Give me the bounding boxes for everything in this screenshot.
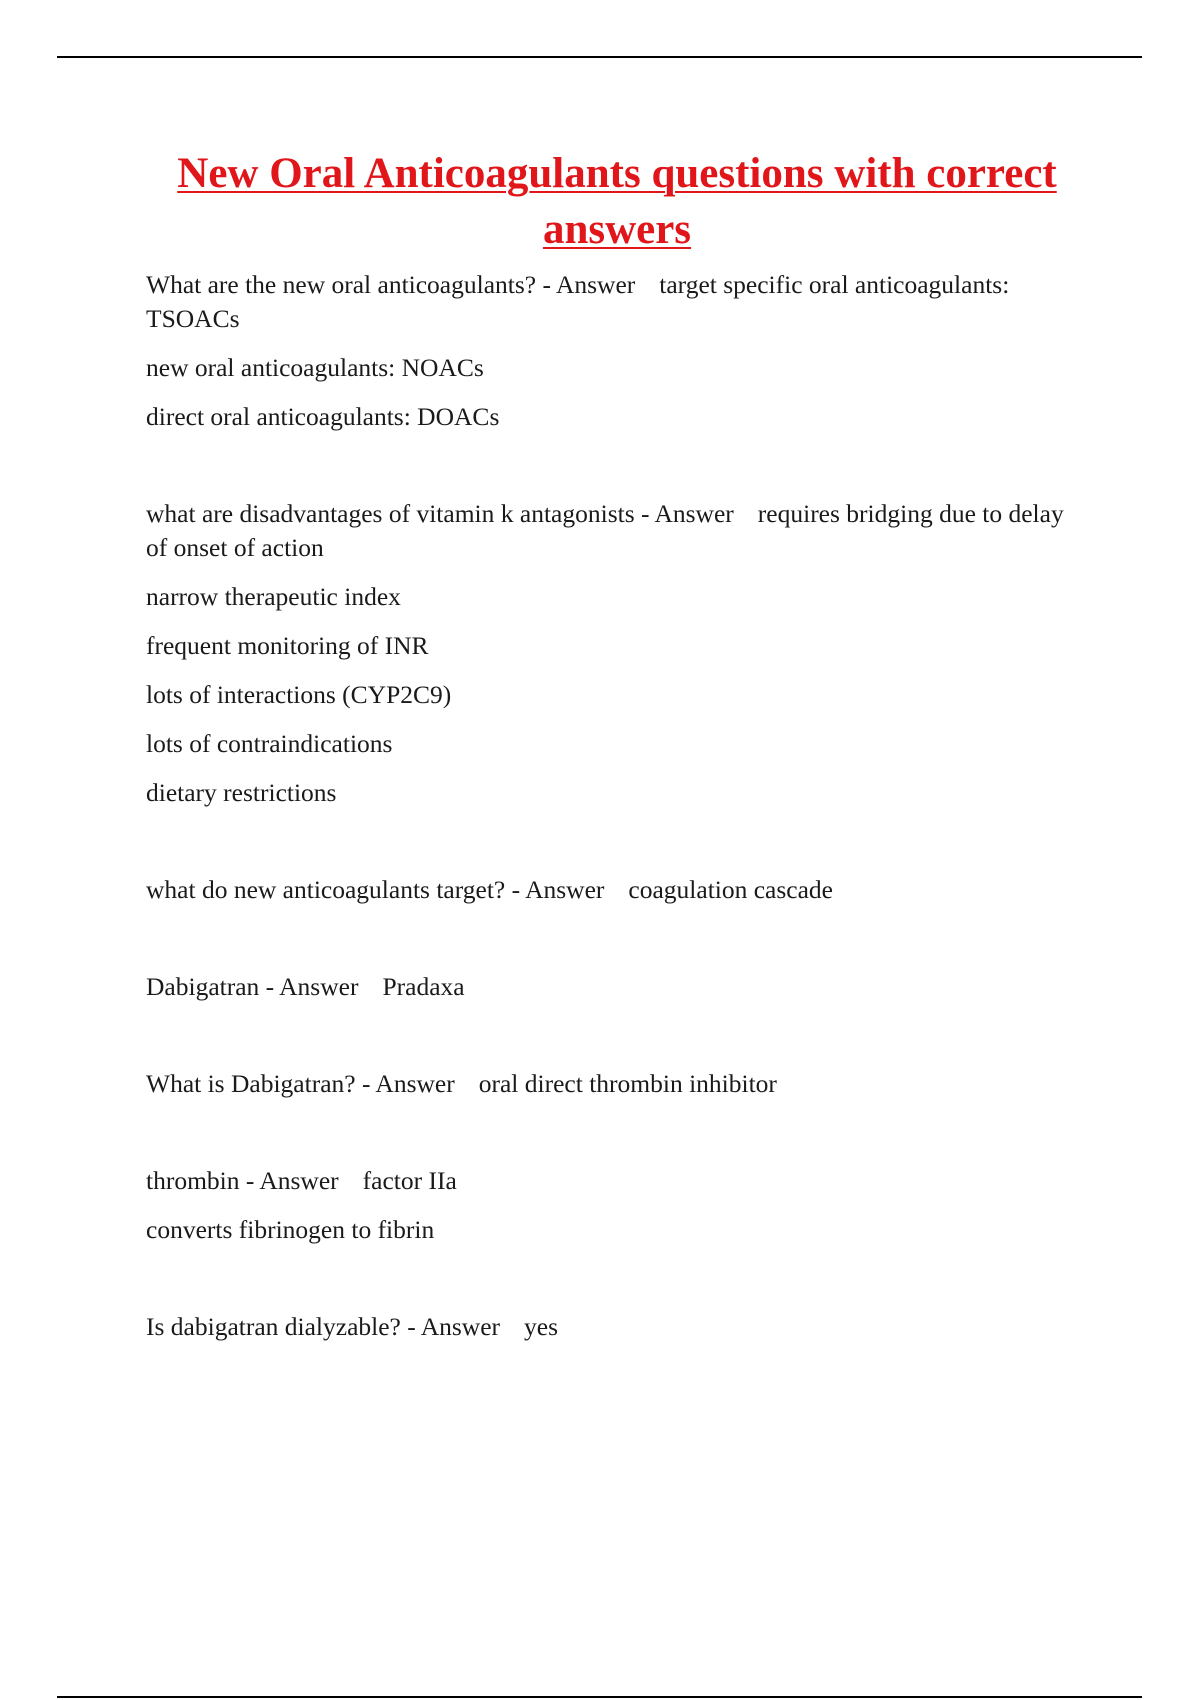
answer-label: Answer <box>420 1312 501 1341</box>
answer-label: Answer <box>279 972 359 1001</box>
answer-text: oral direct thrombin inhibitor <box>478 1069 777 1098</box>
top-rule <box>57 56 1142 58</box>
question-text: Is dabigatran dialyzable? - <box>146 1312 416 1341</box>
question-line <box>146 873 1081 907</box>
question-line <box>146 1067 1081 1101</box>
question-line <box>146 970 1081 1004</box>
answer-text: factor IIa <box>362 1166 457 1195</box>
answer-line: lots of interactions (CYP2C9) <box>146 680 452 709</box>
answer-line: narrow therapeutic index <box>146 582 401 611</box>
question-text: what are disadvantages of vitamin k antagonists - <box>146 499 650 528</box>
bottom-rule <box>57 1696 1142 1698</box>
question-text: What is Dabigatran? - <box>146 1069 371 1098</box>
answer-line: direct oral anticoagulants: DOACs <box>146 402 500 431</box>
qa-entry <box>146 873 1081 907</box>
answer-text: coagulation cascade <box>628 875 834 904</box>
question-line <box>146 268 1081 336</box>
answer-label: Answer <box>525 875 605 904</box>
qa-entry <box>146 970 1081 1004</box>
question-text: what do new anticoagulants target? - <box>146 875 521 904</box>
question-text: thrombin - <box>146 1166 255 1195</box>
answer-label: Answer <box>654 499 734 528</box>
qa-entry <box>146 1164 1081 1247</box>
answer-line: converts fibrinogen to fibrin <box>146 1215 435 1244</box>
question-line <box>146 1310 1081 1344</box>
answer-label: Answer <box>259 1166 339 1195</box>
answer-text: Pradaxa <box>382 972 465 1001</box>
answer-text: target specific oral anticoagulants: TSOACs <box>146 270 1010 333</box>
answer-label: Answer <box>555 270 636 299</box>
answer-text: yes <box>524 1312 559 1341</box>
answer-text: requires bridging due to delay of onset of action <box>146 499 1064 562</box>
qa-entry <box>146 1067 1081 1101</box>
answer-line: lots of contraindications <box>146 729 393 758</box>
qa-entry <box>146 497 1081 810</box>
qa-list <box>146 268 1081 1344</box>
qa-entry <box>146 1310 1081 1344</box>
answer-line: frequent monitoring of INR <box>146 631 429 660</box>
question-text: What are the new oral anticoagulants? - <box>146 270 551 299</box>
answer-line: new oral anticoagulants: NOACs <box>146 353 484 382</box>
question-text: Dabigatran - <box>146 972 275 1001</box>
question-line <box>146 497 1081 565</box>
answer-label: Answer <box>375 1069 455 1098</box>
answer-line: dietary restrictions <box>146 778 337 807</box>
qa-entry <box>146 268 1081 434</box>
question-line <box>146 1164 1081 1198</box>
page-title: New Oral Anticoagulants questions with correct answers <box>177 150 1057 253</box>
